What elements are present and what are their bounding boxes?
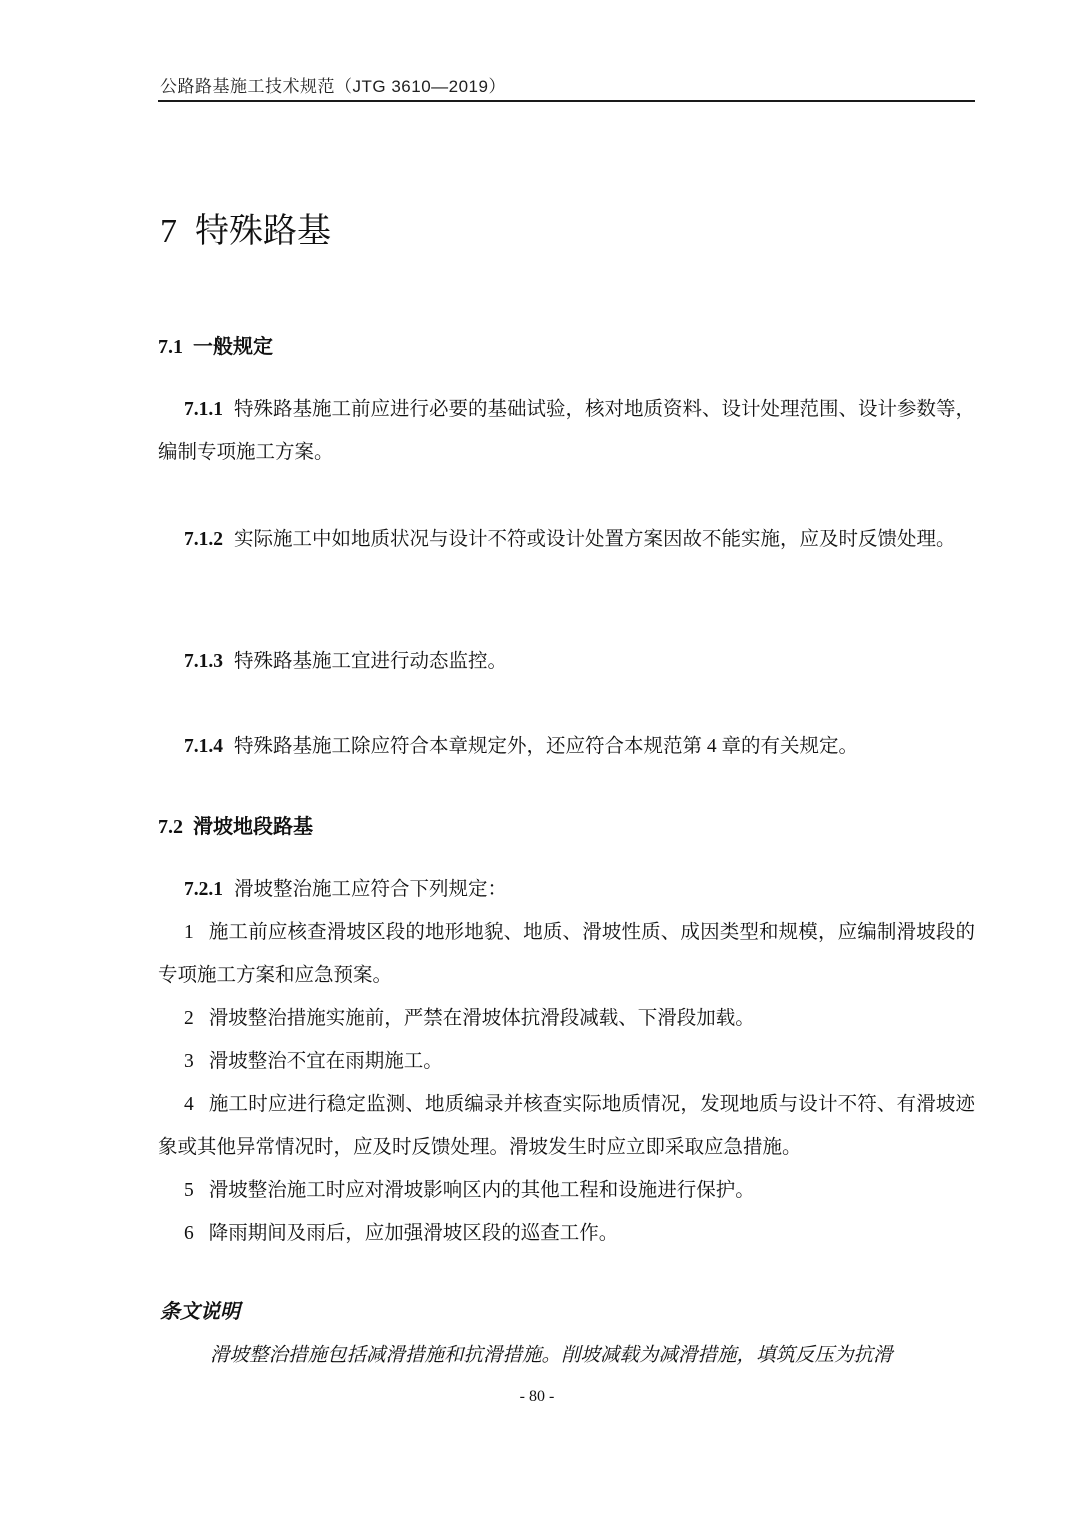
clause-7-1-3 — [158, 640, 975, 683]
running-header-text: 公路路基施工技术规范（JTG 3610—2019） — [160, 77, 506, 96]
item-number: 1 — [184, 922, 194, 943]
item-text: 滑坡整治不宜在雨期施工。 — [208, 1051, 443, 1072]
list-item-3 — [158, 1040, 975, 1083]
clause-number: 7.1.2 — [184, 529, 223, 550]
clause-7-1-4 — [158, 725, 975, 768]
section-number: 7.1 — [158, 336, 183, 358]
section-title: 滑坡地段路基 — [193, 816, 313, 838]
chapter-name: 特殊路基 — [195, 213, 331, 250]
clause-7-2-1-block — [158, 868, 975, 1255]
item-text: 滑坡整治施工时应对滑坡影响区内的其他工程和设施进行保护。 — [208, 1180, 755, 1201]
item-number: 3 — [184, 1051, 194, 1072]
commentary-heading: 条文说明 — [160, 1301, 240, 1323]
item-number: 6 — [184, 1223, 194, 1244]
commentary-text: 滑坡整治措施包括减滑措施和抗滑措施。削坡减载为减滑措施，填筑反压为抗滑 — [210, 1345, 893, 1366]
item-number: 5 — [184, 1180, 194, 1201]
item-number: 4 — [184, 1094, 194, 1115]
list-item-4 — [158, 1083, 975, 1169]
clause-number: 7.1.1 — [184, 399, 223, 420]
section-title: 一般规定 — [193, 336, 273, 358]
item-number: 2 — [184, 1008, 194, 1029]
page-number: - 80 - — [519, 1388, 555, 1405]
item-text: 滑坡整治措施实施前，严禁在滑坡体抗滑段减载、下滑段加载。 — [208, 1008, 755, 1029]
clause-text: 滑坡整治施工应符合下列规定： — [234, 879, 508, 900]
item-text: 施工前应核查滑坡区段的地形地貌、地质、滑坡性质、成因类型和规模，应编制滑坡段的专项施工方案和应急预案。 — [158, 922, 975, 986]
clause-number: 7.1.4 — [184, 736, 223, 757]
running-header — [160, 72, 506, 97]
chapter-title — [160, 203, 331, 252]
clause-7-1-2 — [158, 518, 975, 561]
header-rule — [158, 100, 975, 102]
section-heading-7-2 — [158, 810, 313, 839]
clause-text: 实际施工中如地质状况与设计不符或设计处置方案因故不能实施，应及时反馈处理。 — [234, 529, 956, 550]
list-item-5 — [158, 1169, 975, 1212]
clause-7-2-1 — [158, 868, 975, 911]
clause-text: 特殊路基施工前应进行必要的基础试验，核对地质资料、设计处理范围、设计参数等，编制专项施工方案。 — [158, 399, 976, 463]
list-item-1 — [158, 911, 975, 997]
list-item-6 — [158, 1212, 975, 1255]
chapter-number: 7 — [160, 213, 177, 250]
item-text: 施工时应进行稳定监测、地质编录并核查实际地质情况，发现地质与设计不符、有滑坡迹象或其他异常情况时，应及时反馈处理。滑坡发生时应立即采取应急措施。 — [158, 1094, 975, 1158]
section-number: 7.2 — [158, 816, 183, 838]
clause-text: 特殊路基施工除应符合本章规定外，还应符合本规范第 4 章的有关规定。 — [234, 736, 859, 757]
list-item-2 — [158, 997, 975, 1040]
clause-text: 特殊路基施工宜进行动态监控。 — [234, 651, 508, 672]
section-heading-7-1 — [158, 330, 273, 359]
clause-7-1-1 — [158, 388, 975, 474]
clause-number: 7.1.3 — [184, 651, 223, 672]
clause-number: 7.2.1 — [184, 879, 223, 900]
item-text: 降雨期间及雨后，应加强滑坡区段的巡查工作。 — [208, 1223, 619, 1244]
